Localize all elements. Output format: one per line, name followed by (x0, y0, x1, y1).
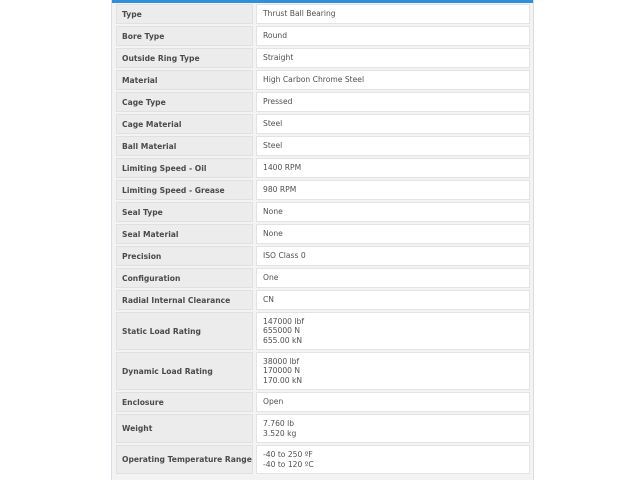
spec-row (116, 414, 530, 443)
spec-value (256, 392, 530, 412)
spec-value (256, 114, 530, 134)
spec-row (116, 48, 530, 68)
spec-row (116, 158, 530, 178)
spec-value-line: 1400 RPM (263, 163, 302, 173)
spec-row (116, 202, 530, 222)
spec-value-line: 7.760 lb (263, 419, 295, 429)
spec-value-line: 38000 lbf (263, 357, 300, 367)
spec-value-line: Steel (263, 141, 283, 151)
spec-value-line: -40 to 120 ºC (263, 459, 314, 469)
spec-label: Static Load Rating (116, 312, 253, 350)
spec-label: Enclosure (116, 392, 253, 412)
spec-value (256, 268, 530, 288)
spec-value-line: Open (263, 397, 284, 407)
spec-label: Limiting Speed - Oil (116, 158, 253, 178)
spec-label: Cage Type (116, 92, 253, 112)
spec-value-line: None (263, 229, 283, 239)
spec-value-line: 655.00 kN (263, 335, 303, 345)
spec-row (116, 114, 530, 134)
spec-value (256, 48, 530, 68)
spec-row (116, 290, 530, 310)
spec-value-line: -40 to 250 ºF (263, 450, 313, 460)
spec-value-line: 3.520 kg (263, 428, 297, 438)
spec-value-line: Pressed (263, 97, 293, 107)
spec-label: Material (116, 70, 253, 90)
spec-value-line: None (263, 207, 283, 217)
spec-row (116, 445, 530, 474)
spec-value-line: One (263, 273, 279, 283)
spec-row (116, 246, 530, 266)
spec-value (256, 70, 530, 90)
spec-value (256, 352, 530, 390)
spec-value (256, 26, 530, 46)
spec-value (256, 180, 530, 200)
spec-value (256, 246, 530, 266)
spec-value-line: 655000 N (263, 326, 301, 336)
spec-value-line: Thrust Ball Bearing (263, 9, 336, 19)
spec-label: Limiting Speed - Grease (116, 180, 253, 200)
spec-value-line: 147000 lbf (263, 317, 305, 327)
spec-row (116, 312, 530, 350)
spec-table-panel (111, 0, 534, 480)
spec-row (116, 92, 530, 112)
spec-label: Seal Material (116, 224, 253, 244)
spec-value (256, 136, 530, 156)
spec-label: Configuration (116, 268, 253, 288)
spec-value (256, 202, 530, 222)
spec-value (256, 224, 530, 244)
spec-value-line: CN (263, 295, 274, 305)
spec-row (116, 70, 530, 90)
spec-row (116, 180, 530, 200)
spec-value-line: ISO Class 0 (263, 251, 306, 261)
spec-value-line: Straight (263, 53, 294, 63)
spec-label: Radial Internal Clearance (116, 290, 253, 310)
spec-value (256, 414, 530, 443)
spec-value-line: 980 RPM (263, 185, 297, 195)
spec-label: Dynamic Load Rating (116, 352, 253, 390)
spec-row (116, 4, 530, 24)
spec-label: Outside Ring Type (116, 48, 253, 68)
spec-label: Bore Type (116, 26, 253, 46)
spec-table (116, 4, 530, 476)
spec-label: Cage Material (116, 114, 253, 134)
spec-label: Weight (116, 414, 253, 443)
spec-value-line: 170.00 kN (263, 375, 303, 385)
spec-value (256, 92, 530, 112)
spec-value (256, 290, 530, 310)
accent-bar (112, 0, 533, 3)
spec-row (116, 352, 530, 390)
spec-value-line: Steel (263, 119, 283, 129)
spec-value (256, 312, 530, 350)
spec-label: Seal Type (116, 202, 253, 222)
spec-value (256, 4, 530, 24)
spec-row (116, 224, 530, 244)
spec-row (116, 268, 530, 288)
spec-label: Ball Material (116, 136, 253, 156)
spec-value-line: 170000 N (263, 366, 301, 376)
spec-value-line: Round (263, 31, 288, 41)
spec-label: Operating Temperature Range (116, 445, 253, 474)
spec-row (116, 136, 530, 156)
spec-value-line: High Carbon Chrome Steel (263, 75, 365, 85)
spec-value (256, 158, 530, 178)
spec-value (256, 445, 530, 474)
spec-row (116, 392, 530, 412)
spec-label: Type (116, 4, 253, 24)
spec-label: Precision (116, 246, 253, 266)
spec-row (116, 26, 530, 46)
